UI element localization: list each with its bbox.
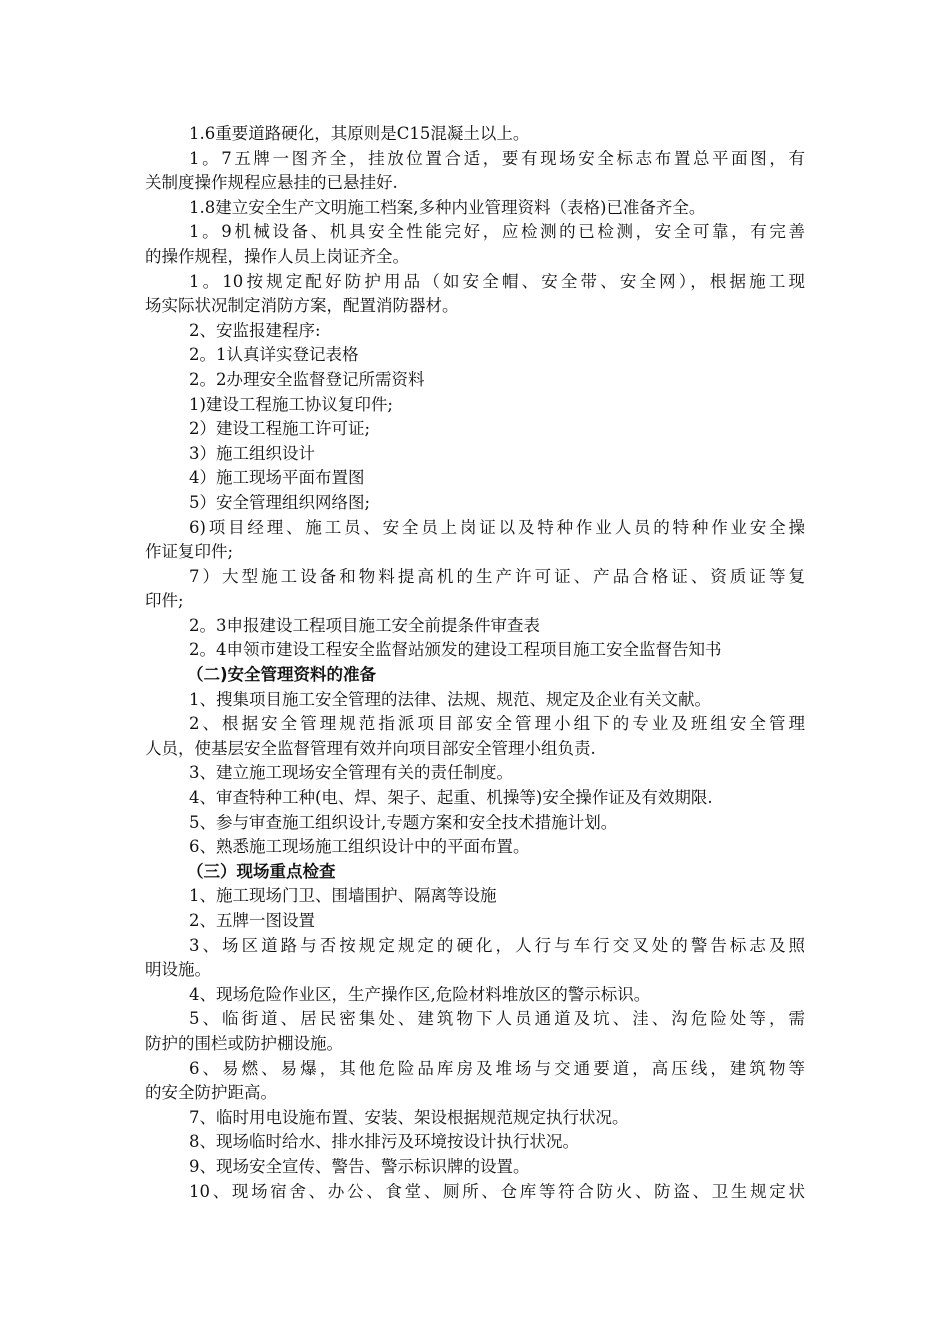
text-line: 1.8建立安全生产文明施工档案,多种内业管理资料（表格)已准备齐全。 <box>189 197 706 217</box>
text-line: 7、临时用电设施布置、安装、架设根据规范规定执行状况。 <box>189 1107 629 1127</box>
text-line: 1、搜集项目施工安全管理的法律、法规、规范、规定及企业有关文献。 <box>189 689 711 709</box>
text-line: 3）施工组织设计 <box>189 443 315 463</box>
text-line: 5）安全管理组织网络图; <box>189 492 371 512</box>
document-body <box>145 122 805 1204</box>
text-line: 明设施。 <box>145 960 211 980</box>
text-line: 的操作规程，操作人员上岗证齐全。 <box>145 246 409 266</box>
text-line: 场实际状况制定消防方案，配置消防器材。 <box>145 296 459 316</box>
text-line: 2）建设工程施工许可证; <box>189 419 371 439</box>
text-line: 2。1认真详实登记表格 <box>189 345 359 365</box>
text-line: 防护的围栏或防护棚设施。 <box>145 1033 343 1053</box>
text-line: 1。9机械设备、机具安全性能完好，应检测的已检测，安全可靠，有完善 <box>189 222 805 242</box>
text-line: 1。10按规定配好防护用品（如安全帽、安全带、安全网），根据施工现 <box>189 271 805 291</box>
text-line: 6)项目经理、施工员、安全员上岗证以及特种作业人员的特种作业安全操 <box>189 517 805 537</box>
text-line: 2。2办理安全监督登记所需资料 <box>189 369 425 389</box>
text-line: 6、易燃、易爆，其他危险品库房及堆场与交通要道，高压线，建筑物等 <box>189 1058 805 1078</box>
text-line: 关制度操作规程应悬挂的已悬挂好. <box>145 173 398 193</box>
text-line: 作证复印件; <box>145 542 234 562</box>
text-line: 4、审查特种工种(电、焊、架子、起重、机操等)安全操作证及有效期限. <box>189 788 713 808</box>
text-line: 1、施工现场门卫、围墙围护、隔离等设施 <box>189 886 497 906</box>
text-line: 2、五牌一图设置 <box>189 911 315 930</box>
text-line: 4、现场危险作业区，生产操作区,危险材料堆放区的警示标识。 <box>189 984 651 1004</box>
text-line: 2。3申报建设工程项目施工安全前提条件审查表 <box>189 615 540 635</box>
text-line: 1.6重要道路硬化，其原则是C15混凝土以上。 <box>189 124 530 143</box>
text-line: 7）大型施工设备和物料提高机的生产许可证、产品合格证、资质证等复 <box>189 566 805 586</box>
text-line: 3、场区道路与否按规定规定的硬化，人行与车行交叉处的警告标志及照 <box>189 935 805 955</box>
text-line: 10、现场宿舍、办公、食堂、厕所、仓库等符合防火、防盗、卫生规定状 <box>189 1181 805 1201</box>
section-heading: （二)安全管理资料的准备 <box>187 665 377 685</box>
text-line: 5、临街道、居民密集处、建筑物下人员通道及坑、洼、沟危险处等，需 <box>189 1009 805 1029</box>
text-line: 印件; <box>145 591 184 611</box>
text-line: 3、建立施工现场安全管理有关的责任制度。 <box>189 763 513 783</box>
text-line: 4）施工现场平面布置图 <box>189 468 365 488</box>
text-line: 2、根据安全管理规范指派项目部安全管理小组下的专业及班组安全管理 <box>189 714 805 734</box>
text-line: 5、参与审查施工组织设计,专题方案和安全技术措施计划。 <box>189 812 618 832</box>
text-line: 人员，使基层安全监督管理有效并向项目部安全管理小组负责. <box>145 738 596 758</box>
text-line: 9、现场安全宣传、警告、警示标识牌的设置。 <box>189 1156 530 1176</box>
text-line: 6、熟悉施工现场施工组织设计中的平面布置。 <box>189 837 530 857</box>
text-line: 的安全防护距高。 <box>145 1083 277 1103</box>
text-line: 2、安监报建程序: <box>189 320 321 340</box>
text-line: 2。4申领市建设工程安全监督站颁发的建设工程项目施工安全监督告知书 <box>189 640 722 660</box>
text-line: 1。7五牌一图齐全，挂放位置合适，要有现场安全标志布置总平面图，有 <box>189 148 805 168</box>
section-heading: （三）现场重点检查 <box>187 861 336 881</box>
text-line: 8、现场临时给水、排水排污及环境按设计执行状况。 <box>189 1132 579 1152</box>
text-line: 1)建设工程施工协议复印件; <box>189 394 393 414</box>
